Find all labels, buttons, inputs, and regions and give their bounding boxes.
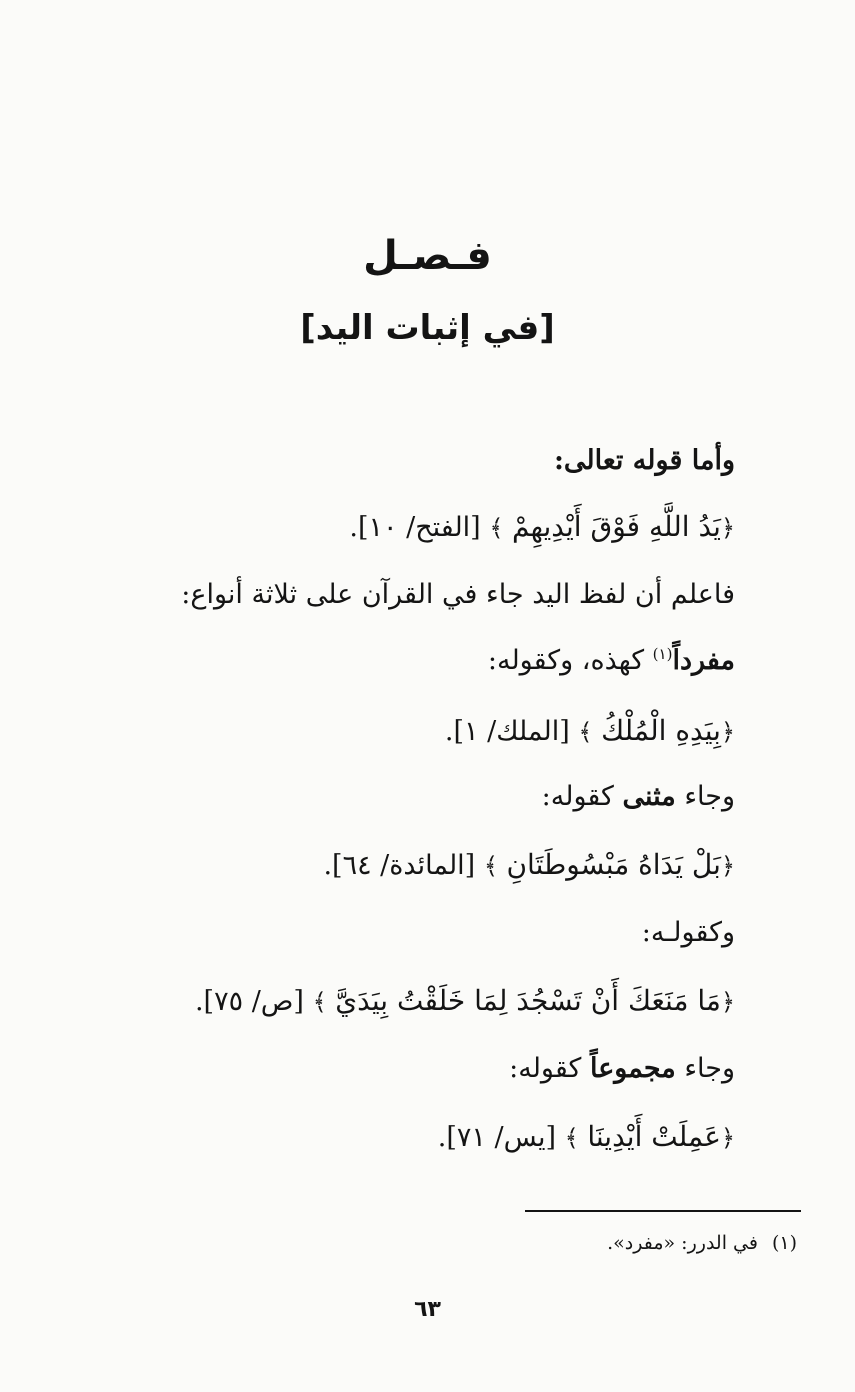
singular-rest: كهذه، وكقوله: — [487, 645, 653, 676]
section-subtitle: [في إثبات اليد] — [300, 308, 555, 348]
intro-line: وأما قوله تعالى: — [553, 445, 735, 476]
explanation-line: فاعلم أن لفظ اليد جاء في القرآن على ثلاثة أنواع: — [181, 579, 735, 610]
verse-text: يَدُ اللَّهِ فَوْقَ أَيْدِيهِمْ — [511, 510, 721, 543]
plural-post: كقوله: — [509, 1053, 590, 1084]
singular-line — [488, 638, 735, 684]
plural-term: مجموعاً — [589, 1053, 676, 1084]
verse-mulk — [445, 708, 735, 755]
verse-text: بِيَدِهِ الْمُلْكُ — [601, 714, 721, 747]
verse-open-bracket: ﴿ — [720, 1124, 735, 1152]
verse-close-bracket: ﴾ — [483, 852, 498, 880]
verse-reference: [الفتح/ ١٠]. — [349, 512, 481, 543]
footnote-marker: (١) — [652, 645, 673, 663]
verse-close-bracket: ﴾ — [489, 514, 504, 542]
verse-fath — [349, 504, 735, 551]
dual-pre: وجاء — [675, 781, 735, 812]
dual-post: كقوله: — [541, 781, 623, 812]
verse-reference: [الملك/ ١]. — [444, 716, 570, 747]
page-number: ٦٣ — [414, 1297, 441, 1322]
verse-text: مَا مَنَعَكَ أَنْ تَسْجُدَ لِمَا خَلَقْتُ بِيَدَيَّ — [335, 984, 721, 1017]
verse-open-bracket: ﴿ — [720, 514, 735, 542]
singular-term: مفرداً — [672, 645, 735, 676]
dual-term: مثنى — [622, 781, 676, 812]
and-his-saying-line: وكقولـه: — [641, 917, 735, 948]
footnote-divider — [525, 1210, 801, 1212]
verse-text: عَمِلَتْ أَيْدِينَا — [587, 1120, 721, 1153]
verse-open-bracket: ﴿ — [720, 988, 735, 1016]
verse-yasin — [438, 1114, 735, 1161]
footnote-number: (١) — [771, 1232, 797, 1254]
verse-sad — [195, 978, 735, 1025]
verse-reference: [ص/ ٧٥]. — [194, 986, 304, 1017]
verse-close-bracket: ﴾ — [578, 718, 593, 746]
verse-open-bracket: ﴿ — [720, 852, 735, 880]
verse-reference: [يس/ ٧١]. — [437, 1122, 557, 1153]
verse-reference: [المائدة/ ٦٤]. — [323, 850, 476, 881]
verse-text: بَلْ يَدَاهُ مَبْسُوطَتَانِ — [506, 848, 721, 881]
plural-pre: وجاء — [675, 1053, 735, 1084]
footnote — [607, 1226, 797, 1260]
footnote-text: في الدرر: «مفرد». — [607, 1232, 758, 1254]
dual-line — [542, 774, 735, 820]
verse-close-bracket: ﴾ — [312, 988, 327, 1016]
verse-maidah — [323, 842, 735, 889]
verse-close-bracket: ﴾ — [564, 1124, 579, 1152]
section-title: فـصـل — [363, 233, 492, 279]
verse-open-bracket: ﴿ — [720, 718, 735, 746]
plural-line — [509, 1046, 735, 1092]
